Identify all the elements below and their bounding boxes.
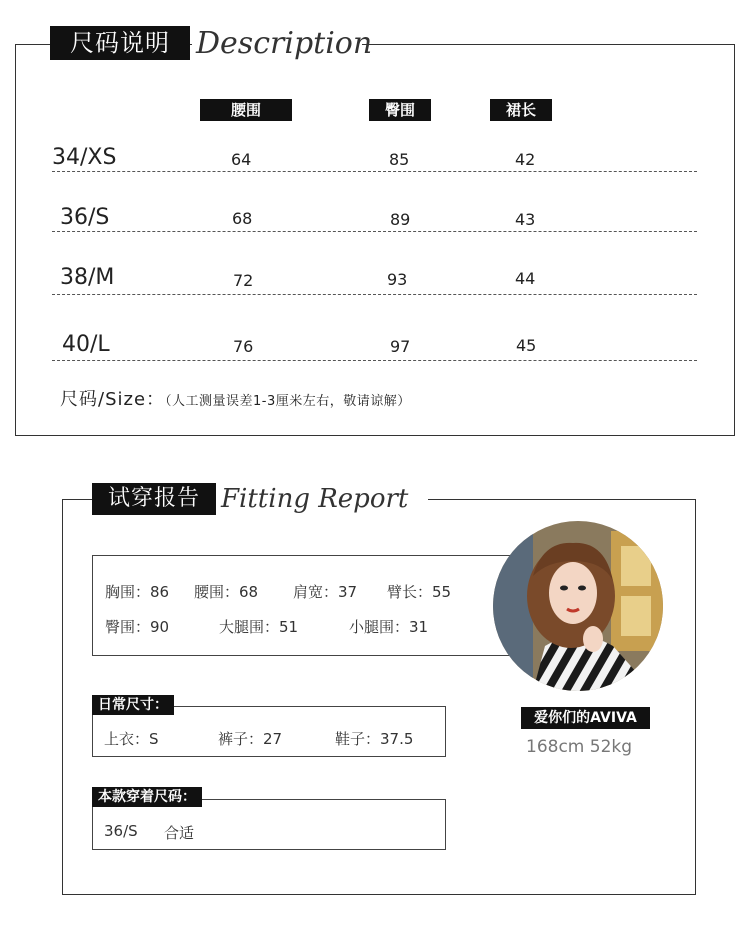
body-measurements-box (92, 555, 512, 656)
daily-size-label: 日常尺寸： (92, 695, 174, 715)
daily-size-pants: 裤子：27 (218, 730, 283, 748)
table-cell: 89 (390, 210, 411, 229)
table-cell: 68 (232, 209, 253, 228)
table-cell: 85 (389, 150, 410, 169)
measurement-shoulder: 肩宽：37 (293, 583, 358, 601)
worn-size-value: 36/S (104, 822, 138, 840)
table-cell: 93 (387, 270, 408, 289)
measurement-calf: 小腿围：31 (349, 618, 429, 636)
table-cell: 64 (231, 150, 252, 169)
fitting-section-title: 试穿报告 (92, 483, 216, 515)
description-script-title: Description (196, 26, 373, 61)
daily-size-shoes: 鞋子：37.5 (335, 730, 414, 748)
table-cell: 42 (515, 150, 536, 169)
worn-size-label: 本款穿着尺码： (92, 787, 202, 807)
worn-size-fit: 合适 (164, 824, 195, 842)
model-photo-illustration (493, 521, 663, 691)
model-name-badge: 爱你们的AVIVA (521, 707, 650, 729)
measurement-waist: 腰围：68 (194, 583, 259, 601)
measurement-bust: 胸围：86 (105, 583, 170, 601)
model-stats: 168cm 52kg (526, 737, 633, 757)
size-row-label: 40/L (62, 332, 110, 357)
size-row-label: 36/S (60, 205, 110, 230)
table-cell: 97 (390, 337, 411, 356)
table-cell: 76 (233, 337, 254, 356)
note-detail: （人工测量误差1-3厘米左右，敬请谅解） (165, 394, 411, 409)
size-row-label: 38/M (60, 265, 115, 290)
note-label: 尺码/Size： (60, 389, 166, 410)
column-header-waist: 腰围 (200, 99, 292, 121)
daily-size-top: 上衣：S (104, 730, 159, 748)
row-divider (52, 294, 697, 295)
table-cell: 44 (515, 269, 536, 288)
table-cell: 45 (516, 336, 537, 355)
measurement-note (60, 385, 411, 411)
measurement-thigh: 大腿围：51 (219, 618, 299, 636)
column-header-length: 裙长 (490, 99, 552, 121)
size-section-title: 尺码说明 (50, 26, 190, 60)
size-row-label: 34/XS (52, 145, 117, 170)
row-divider (52, 360, 697, 361)
row-divider (52, 231, 697, 232)
table-cell: 72 (233, 271, 254, 290)
measurement-arm-length: 臂长：55 (387, 583, 452, 601)
measurement-hip: 臀围：90 (105, 618, 170, 636)
row-divider (52, 171, 697, 172)
table-cell: 43 (515, 210, 536, 229)
model-avatar (493, 521, 663, 691)
fitting-report-script-title: Fitting Report (221, 484, 409, 514)
column-header-hip: 臀围 (369, 99, 431, 121)
